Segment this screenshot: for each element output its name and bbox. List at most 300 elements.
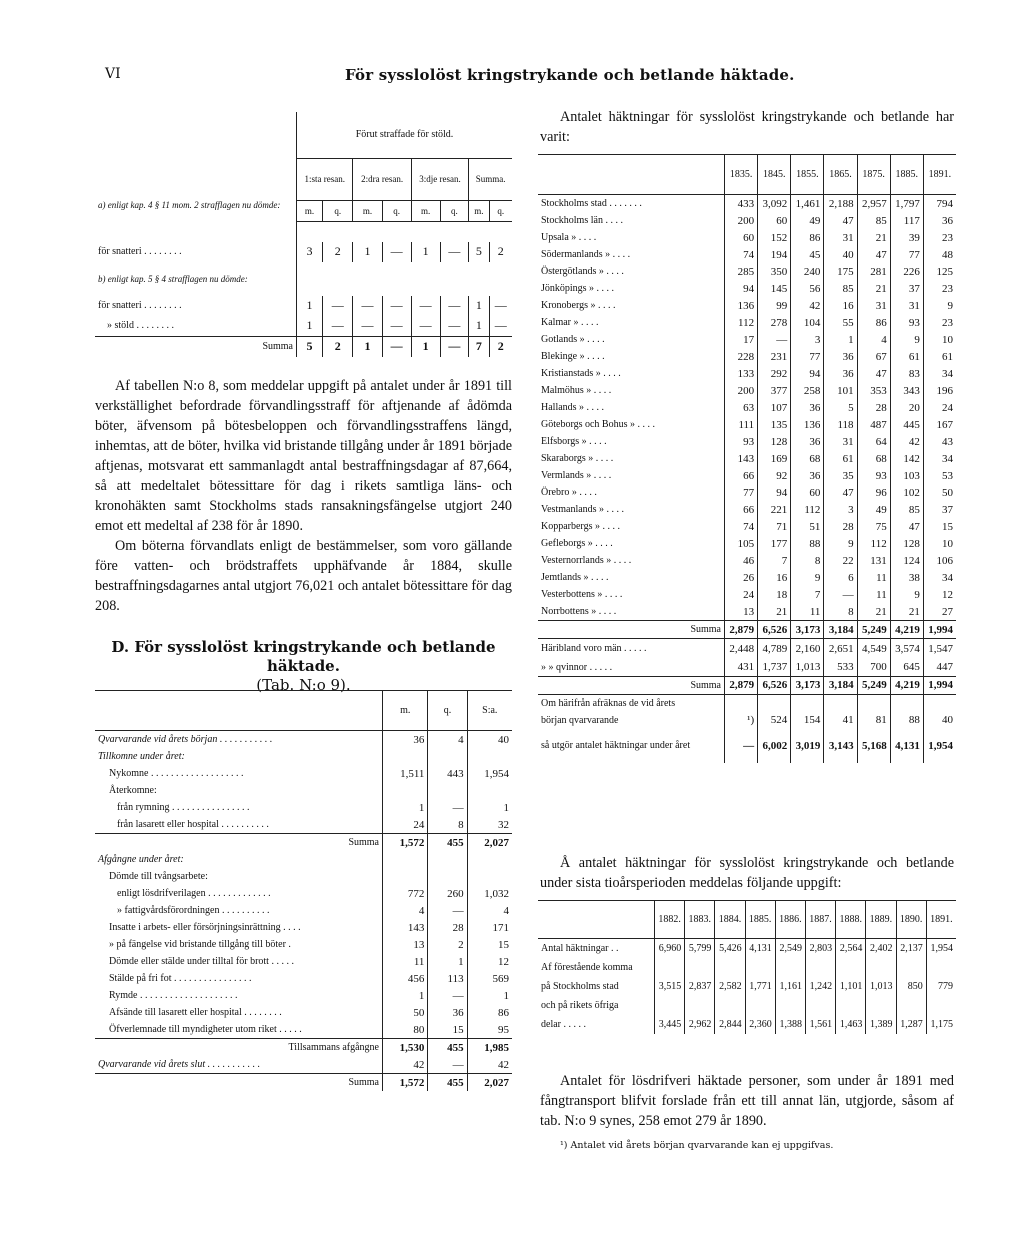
table-row (538, 552, 956, 569)
cell: 16 (758, 569, 791, 586)
cell: 350 (758, 263, 791, 280)
table-row (538, 939, 956, 959)
table-sum-row (95, 1074, 512, 1092)
cell: 56 (791, 280, 824, 297)
cell: 71 (758, 518, 791, 535)
cell: 443 (428, 765, 467, 782)
cell: 34 (923, 569, 956, 586)
subcol: m. (297, 200, 323, 221)
section-b-label: b) enligt kap. 5 § 4 strafflagen nu dömde: (98, 273, 248, 284)
cell (775, 996, 805, 1015)
cell: 49 (791, 212, 824, 229)
cell: 60 (725, 229, 758, 246)
cell: 1,994 (923, 676, 956, 694)
detainees-table (95, 690, 512, 1091)
cell: 1,388 (775, 1015, 805, 1034)
cell (866, 958, 896, 977)
year-header: 1885. (890, 155, 923, 195)
row-label: Afgångne under året: (98, 854, 184, 865)
cell: — (489, 316, 512, 337)
row-label: Qvarvarande vid årets slut . . . . . . . . . . . (98, 1059, 261, 1070)
table-row (95, 731, 512, 749)
cell: 5,249 (857, 621, 890, 639)
year-header: 1865. (824, 155, 857, 195)
cell (383, 868, 428, 885)
paragraph: Om böterna förvandlats enligt de bestämmelser, som voro gällande före vatten- och brödstraffets upphäfvande år 1884, skulle bestraffningsdagarnes antal utgjort 76,021 och antalet bötessittare för dag 208. (95, 538, 512, 614)
cell: 5 (469, 242, 489, 262)
ten-year-table (538, 900, 956, 1034)
cell: 1,175 (926, 1015, 956, 1034)
row-label: Kopparbergs » . . . . (541, 521, 620, 532)
row-label: Södermanlands » . . . . (541, 249, 631, 260)
table-sum-row (95, 834, 512, 852)
cell: 1,985 (467, 1039, 512, 1057)
cell: 4,789 (758, 639, 791, 659)
cell: 9 (890, 586, 923, 603)
cell: 6,002 (758, 729, 791, 763)
cell: 231 (758, 348, 791, 365)
cell: — (489, 296, 512, 316)
cell (467, 868, 512, 885)
row-label: » fattigvårdsförordningen . . . . . . . . . . (117, 905, 270, 916)
year-header: 1835. (725, 155, 758, 195)
cell: 16 (824, 297, 857, 314)
col-group-2: 2:dra resan. (353, 158, 411, 200)
row-label: Vesternorrlands » . . . . (541, 555, 632, 566)
cell: 11 (383, 953, 428, 970)
cell: 88 (791, 535, 824, 552)
cell: 2,957 (857, 195, 890, 213)
cell: 47 (824, 484, 857, 501)
cell: 24 (923, 399, 956, 416)
subcol: m. (411, 200, 440, 221)
table-row (538, 659, 956, 677)
row-label: Jemtlands » . . . . (541, 572, 609, 583)
cell: 2,137 (896, 939, 926, 959)
cell: 1,954 (926, 939, 956, 959)
row-label: » på fängelse vid bristande tillgång till böter . (109, 939, 291, 950)
row-label: Summa (348, 1077, 379, 1088)
cell: 2,651 (824, 639, 857, 659)
table-row (538, 639, 956, 659)
cell: 93 (725, 433, 758, 450)
cell: 2,027 (467, 834, 512, 852)
cell: — (353, 316, 382, 337)
table-row (95, 970, 512, 987)
cell: 36 (791, 467, 824, 484)
cell (467, 748, 512, 765)
cell: 1,013 (791, 659, 824, 677)
cell: 2,027 (467, 1074, 512, 1092)
cell: 28 (857, 399, 890, 416)
cell: 41 (824, 712, 857, 729)
cell: 15 (428, 1021, 467, 1039)
cell: 2,448 (725, 639, 758, 659)
cell: 112 (725, 314, 758, 331)
cell: 2,879 (725, 676, 758, 694)
cell: 66 (725, 467, 758, 484)
table-row (538, 399, 956, 416)
row-label: » » qvinnor . . . . . (541, 661, 613, 673)
table-row (538, 603, 956, 621)
table-row (95, 242, 512, 262)
cell: 99 (758, 297, 791, 314)
cell: 124 (890, 552, 923, 569)
cell: 86 (857, 314, 890, 331)
cell: 36 (791, 399, 824, 416)
footnote: ¹) Antalet vid årets början qvarvarande kan ej uppgifvas. (560, 1140, 834, 1151)
cell: 1 (467, 987, 512, 1004)
cell: 169 (758, 450, 791, 467)
cell (715, 996, 745, 1015)
row-label: Jönköpings » . . . . (541, 283, 615, 294)
year-header: 1891. (923, 155, 956, 195)
cell: 175 (824, 263, 857, 280)
cell: 112 (791, 501, 824, 518)
cell: 9 (824, 535, 857, 552)
cell: 9 (791, 569, 824, 586)
cell: 36 (923, 212, 956, 229)
cell: 104 (791, 314, 824, 331)
cell: 2,803 (805, 939, 835, 959)
cell (715, 958, 745, 977)
cell: 194 (758, 246, 791, 263)
cell: 94 (725, 280, 758, 297)
cell: 34 (923, 365, 956, 382)
subcol: m. (353, 200, 382, 221)
cell: 6,526 (758, 676, 791, 694)
cell: 1 (383, 799, 428, 816)
col-header: m. (383, 691, 428, 731)
previously-punished-table (95, 112, 512, 357)
row-label: Stockholms län . . . . (541, 215, 623, 226)
cell: 95 (467, 1021, 512, 1039)
table-row (95, 816, 512, 834)
cell: 6,960 (655, 939, 685, 959)
cell: 1,530 (383, 1039, 428, 1057)
cell (428, 748, 467, 765)
cell: 177 (758, 535, 791, 552)
cell: 1 (411, 336, 440, 357)
cell: 281 (857, 263, 890, 280)
cell: 42 (890, 433, 923, 450)
cell: 37 (890, 280, 923, 297)
table-row (538, 348, 956, 365)
cell (467, 782, 512, 799)
cell: 1 (469, 296, 489, 316)
cell: 1,994 (923, 621, 956, 639)
cell: 143 (383, 919, 428, 936)
table-row (538, 729, 956, 763)
cell: 74 (725, 246, 758, 263)
cell: 112 (857, 535, 890, 552)
cell: 455 (428, 1039, 467, 1057)
cell: 24 (383, 816, 428, 834)
cell: 1,242 (805, 977, 835, 996)
cell: 86 (791, 229, 824, 246)
cell: 3,515 (655, 977, 685, 996)
cell: 4,219 (890, 621, 923, 639)
table-row (95, 902, 512, 919)
cell: 68 (791, 450, 824, 467)
row-label: Vesterbottens » . . . . (541, 589, 623, 600)
cell: 47 (890, 518, 923, 535)
cell (926, 996, 956, 1015)
cell: 49 (857, 501, 890, 518)
row-label: Dömde till tvångsarbete: (109, 871, 208, 882)
cell: 1,463 (836, 1015, 866, 1034)
cell: 74 (725, 518, 758, 535)
cell: 700 (857, 659, 890, 677)
row-label: från lasarett eller hospital . . . . . . . . . . (117, 819, 269, 830)
cell: 61 (890, 348, 923, 365)
subcol: q. (323, 200, 353, 221)
cell: 343 (890, 382, 923, 399)
cell: 1 (469, 316, 489, 337)
cell: 3 (824, 501, 857, 518)
paragraph: Af tabellen N:o 8, som meddelar uppgift på antalet under år 1891 till verkställighet befordrade förvandlingsstraff för aftjenande af ådömda böter, äfvensom på bötesbeloppen och förvandlingsstraffens längd, inhemtas, att de böter, hvilka vid bristande tillgång under år 1891 började aftjenas, motsvarat ett sammanlagdt antal bestraffningsdagar af 87,664, så att medeltalet bötessittare för dag i rikets samtliga läns- och kronohäkten samt Stockholms stads ransakningsfängelse utgjort 240 emot ett medeltal af 238 för år 1890. (95, 378, 512, 534)
cell: 135 (758, 416, 791, 433)
cell: 1,389 (866, 1015, 896, 1034)
table-row (95, 296, 512, 316)
cell: 2,582 (715, 977, 745, 996)
cell: 1,572 (383, 1074, 428, 1092)
cell: 32 (467, 816, 512, 834)
cell: 117 (890, 212, 923, 229)
cell: 5,168 (857, 729, 890, 763)
cell (383, 851, 428, 868)
cell: 455 (428, 1074, 467, 1092)
cell: 1,954 (923, 729, 956, 763)
cell: 154 (791, 712, 824, 729)
cell: 1,287 (896, 1015, 926, 1034)
cell: 4,549 (857, 639, 890, 659)
cell: 63 (725, 399, 758, 416)
cell: 28 (428, 919, 467, 936)
cell: 152 (758, 229, 791, 246)
cell: 50 (923, 484, 956, 501)
cell: 2 (323, 336, 353, 357)
cell: 42 (791, 297, 824, 314)
cell: 34 (923, 450, 956, 467)
cell: 11 (857, 586, 890, 603)
cell: 36 (428, 1004, 467, 1021)
cell: 524 (758, 712, 791, 729)
cell: 8 (791, 552, 824, 569)
cell: — (428, 987, 467, 1004)
table-row (95, 987, 512, 1004)
col-group-3: 3:dje resan. (411, 158, 469, 200)
row-label: Skaraborgs » . . . . (541, 453, 614, 464)
table-row (538, 535, 956, 552)
cell: 3,184 (824, 621, 857, 639)
row-label: Norrbottens » . . . . (541, 606, 617, 617)
cell: 292 (758, 365, 791, 382)
year-header: 1890. (896, 901, 926, 939)
year-header: 1883. (685, 901, 715, 939)
cell (467, 851, 512, 868)
cell: 1,547 (923, 639, 956, 659)
cell: 40 (824, 246, 857, 263)
cell: 85 (824, 280, 857, 297)
cell: 31 (890, 297, 923, 314)
cell: 75 (857, 518, 890, 535)
cell: 569 (467, 970, 512, 987)
cell: 103 (890, 467, 923, 484)
row-label: Häribland voro män . . . . . (541, 643, 647, 655)
table-row (538, 586, 956, 603)
table-sum-row (95, 336, 512, 357)
row-label: början qvarvarande (541, 714, 619, 726)
cell: 445 (890, 416, 923, 433)
row-label: Insatte i arbets- eller försörjningsinrättning . . . . (109, 922, 301, 933)
cell (428, 851, 467, 868)
cell: 131 (857, 552, 890, 569)
cell: 31 (824, 229, 857, 246)
cell: 1,461 (791, 195, 824, 213)
cell: 105 (725, 535, 758, 552)
cell: 10 (923, 331, 956, 348)
table-row (538, 958, 956, 977)
sum-label: Summa (262, 341, 293, 352)
table-row (95, 765, 512, 782)
cell: 31 (824, 433, 857, 450)
cell (428, 868, 467, 885)
cell (896, 996, 926, 1015)
table-row (95, 799, 512, 816)
row-label: Tillkomne under året: (98, 751, 185, 762)
cell: 2,879 (725, 621, 758, 639)
cell: 23 (923, 280, 956, 297)
row-label: Summa (690, 624, 721, 635)
cell: 136 (725, 297, 758, 314)
cell: 7 (469, 336, 489, 357)
cell: 2,188 (824, 195, 857, 213)
table-row (95, 953, 512, 970)
table-row (538, 212, 956, 229)
row-label: Malmöhus » . . . . (541, 385, 612, 396)
cell: 2,360 (745, 1015, 775, 1034)
cell: 125 (923, 263, 956, 280)
cell: 4 (383, 902, 428, 919)
cell: 1,511 (383, 765, 428, 782)
cell: — (428, 1056, 467, 1074)
arrests-by-county-table (538, 154, 956, 763)
cell (775, 958, 805, 977)
cell: 260 (428, 885, 467, 902)
cell: 772 (383, 885, 428, 902)
table-row (95, 1004, 512, 1021)
section-d-title: D. För sysslolöst kringstrykande och betlande häktade. (111, 638, 496, 675)
cell: 43 (923, 433, 956, 450)
cell: 533 (824, 659, 857, 677)
cell: 221 (758, 501, 791, 518)
row-label: Återkomne: (109, 785, 157, 796)
row-label: Stockholms stad . . . . . . . (541, 198, 642, 209)
cell: 21 (890, 603, 923, 621)
cell: 40 (467, 731, 512, 749)
cell: 5 (824, 399, 857, 416)
year-header: 1891. (926, 901, 956, 939)
cell: 81 (857, 712, 890, 729)
cell: 31 (857, 297, 890, 314)
cell: 128 (758, 433, 791, 450)
cell: 6 (824, 569, 857, 586)
cell: 487 (857, 416, 890, 433)
table-row (538, 1015, 956, 1034)
row-label: för snatteri . . . . . . . . (98, 246, 182, 257)
cell: 196 (923, 382, 956, 399)
row-label: så utgör antalet häktningar under året (541, 740, 691, 751)
cell: 4 (857, 331, 890, 348)
cell: 8 (824, 603, 857, 621)
cell: 3,445 (655, 1015, 685, 1034)
row-label: och på rikets öfriga (541, 1000, 619, 1011)
table-row (538, 331, 956, 348)
cell: 60 (758, 212, 791, 229)
cell: 5,799 (685, 939, 715, 959)
table-row (95, 748, 512, 765)
cell: 850 (896, 977, 926, 996)
row-label: Dömde eller stälde under tilltal för brott . . . . . (109, 956, 294, 967)
cell: 11 (791, 603, 824, 621)
row-label: Summa (348, 837, 379, 848)
cell: 3 (791, 331, 824, 348)
table-row (538, 416, 956, 433)
row-label: från rymning . . . . . . . . . . . . . . . . (117, 802, 250, 813)
cell: 40 (923, 712, 956, 729)
body-paragraph-1 (95, 376, 512, 616)
cell: 42 (383, 1056, 428, 1074)
row-label: Antal häktningar . . (541, 943, 619, 954)
cell: 143 (725, 450, 758, 467)
row-label: Örebro » . . . . (541, 487, 597, 498)
cell: 1,561 (805, 1015, 835, 1034)
table-row (95, 782, 512, 799)
cell (383, 748, 428, 765)
cell: 50 (383, 1004, 428, 1021)
cell: 67 (857, 348, 890, 365)
year-header: 1845. (758, 155, 791, 195)
cell: 1 (411, 242, 440, 262)
table-row (538, 280, 956, 297)
cell: 7 (758, 552, 791, 569)
cell: — (440, 336, 469, 357)
cell: 447 (923, 659, 956, 677)
cell: 51 (791, 518, 824, 535)
table-row (95, 1056, 512, 1074)
row-label: enligt lösdrifverilagen . . . . . . . . . . . . . (117, 888, 271, 899)
table-row (95, 851, 512, 868)
cell: 39 (890, 229, 923, 246)
subcol: m. (469, 200, 489, 221)
table-row (538, 467, 956, 484)
row-label: Östergötlands » . . . . (541, 266, 624, 277)
cell: 64 (857, 433, 890, 450)
table-row (95, 316, 512, 337)
cell: 93 (857, 467, 890, 484)
cell: 433 (725, 195, 758, 213)
subcol: q. (440, 200, 469, 221)
subcol: q. (382, 200, 411, 221)
cell: 3,574 (890, 639, 923, 659)
cell: 22 (824, 552, 857, 569)
cell: 24 (725, 586, 758, 603)
cell: — (725, 729, 758, 763)
cell: 23 (923, 314, 956, 331)
cell: 113 (428, 970, 467, 987)
cell: 36 (824, 365, 857, 382)
